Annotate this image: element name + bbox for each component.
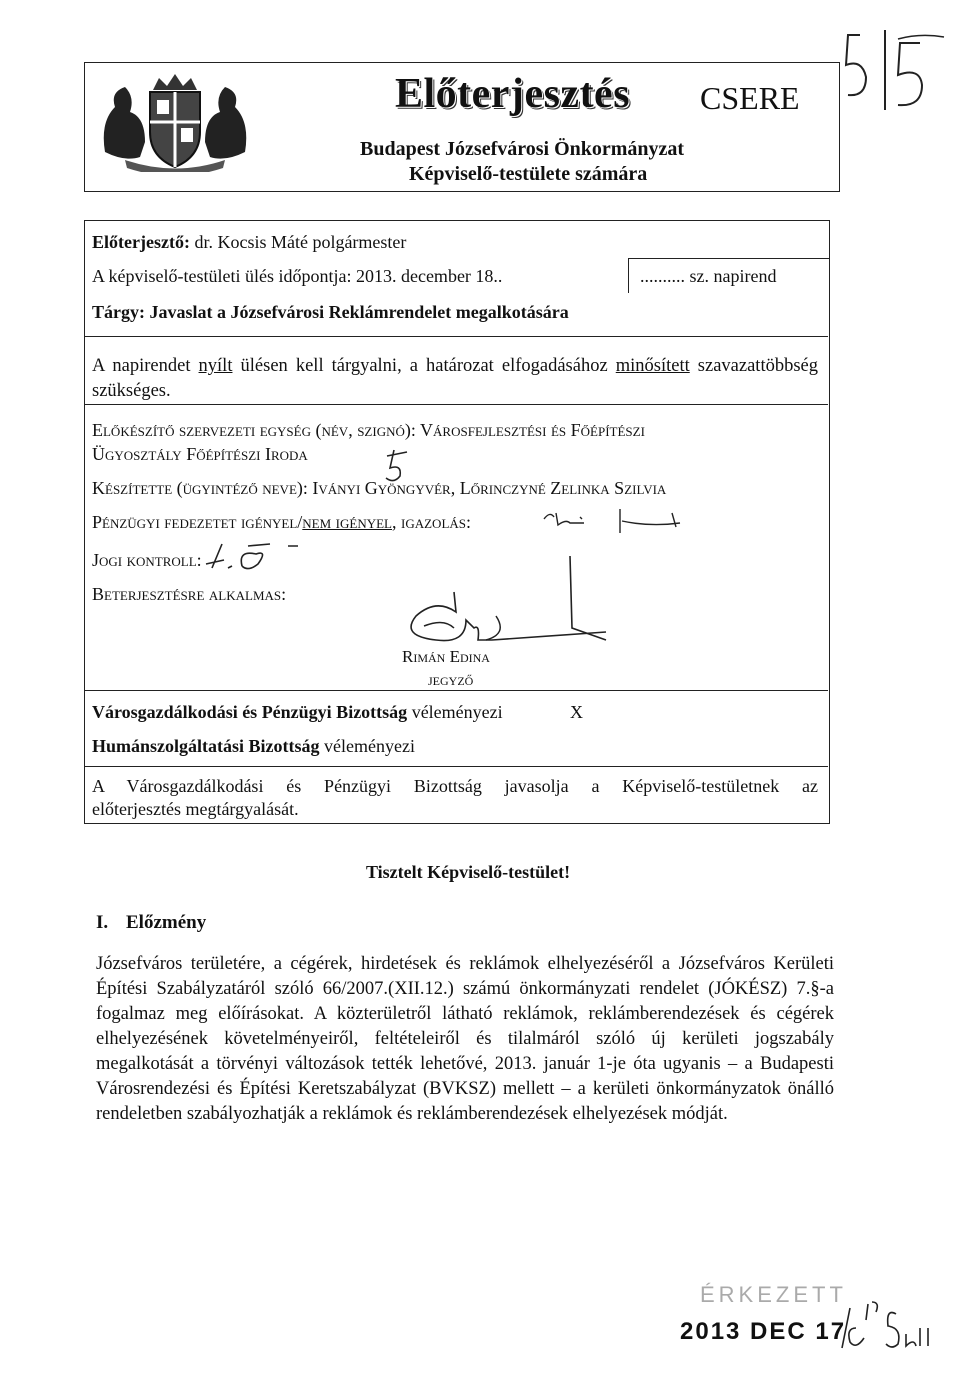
finance-underlined: nem igényel	[302, 512, 393, 532]
session-paragraph	[92, 354, 818, 404]
recommendation-line-1: A Városgazdálkodási és Pénzügyi Bizottság javasolja a Képviselő-testületnek az	[92, 776, 818, 796]
made-by-row	[92, 478, 666, 499]
made-by-value: Iványi Gyöngyvér, Lőrinczyné Zelinka Szilvia	[312, 478, 667, 498]
committee-1-name: Városgazdálkodási és Pénzügyi Bizottság	[92, 702, 408, 722]
committee-2-name: Humánszolgáltatási Bizottság	[92, 736, 320, 756]
submit-row	[92, 584, 286, 605]
session-text-1: A napirendet	[92, 356, 199, 376]
received-date: 2013 DEC 17	[680, 1318, 847, 1345]
committee-1-row	[92, 702, 503, 723]
greeting: Tisztelt Képviselő-testület!	[366, 862, 571, 882]
subject-row	[92, 302, 569, 323]
agenda-label: sz. napirend	[685, 266, 777, 286]
committee-1-mark: X	[570, 702, 583, 722]
signer-title: jegyző	[428, 670, 474, 689]
prep-unit-value-2: Ügyosztály Főépítészi Iroda	[92, 444, 308, 464]
body-paragraph: Józsefváros területére, a cégérek, hirdetések és reklámok elhelyezéséről a Józsefváros Kerületi Építési Szabályzatáról szóló 66/2007.(XII.12.) számú önkormányzati rendelet (JÓKÉSZ) 7.§-a fogalmaz meg előírásokat. A közterületről látható reklámok, reklámberendezések és cégérek elhelyezésének követelményeiről, feltételeiről és tilalmáról szóló új kerületi jogszabály megalkotását a törvényi változások tették lehetővé, 2013. január 1-je óta ugyanis – a Budapesti Városrendezési és Építési Keretszabályzat (BVKSZ) mellett – a kerületi önkormányzatok önálló rendeletben szabályozhatják a reklámok és reklámberendezések elhelyezések módját.	[96, 954, 834, 1124]
committee-2-row	[92, 736, 415, 757]
committee-1-suffix: véleményezi	[407, 702, 503, 722]
header-line-1: Budapest Józsefvárosi Önkormányzat	[360, 138, 685, 160]
signer-name: Rimán Edina	[402, 647, 490, 666]
finance-label: Pénzügyi fedezetet igényel/	[92, 512, 303, 532]
prep-unit-row-2	[92, 444, 308, 465]
received-stamp: ÉRKEZETT	[700, 1282, 847, 1307]
meeting-row	[92, 266, 502, 287]
legal-label: Jogi kontroll:	[92, 550, 202, 570]
prep-unit-row	[92, 420, 818, 441]
legal-signature	[198, 540, 308, 574]
divider	[84, 336, 828, 337]
finance-signature	[540, 505, 700, 535]
made-by-label: Készítette (ügyintéző neve):	[92, 478, 308, 498]
legal-row	[92, 550, 202, 571]
finance-row	[92, 512, 471, 533]
divider	[84, 690, 828, 691]
session-open: nyílt	[198, 356, 233, 376]
agenda-number	[640, 266, 776, 287]
header-line-2: Képviselő-testülete számára	[409, 163, 648, 185]
title-suffix: CSERE	[700, 80, 800, 116]
document-title: Előterjesztés	[395, 71, 631, 117]
section-number: I.	[96, 912, 109, 933]
divider	[84, 404, 828, 405]
session-text-2: ülésen kell tárgyalni, a határozat elfogadásához	[232, 356, 616, 376]
divider	[84, 766, 828, 767]
session-text-3: szavazattöbbség szükséges.	[92, 356, 818, 401]
handwritten-page-number	[840, 25, 950, 115]
prep-unit-label: Előkészítő szervezeti egység (név, szignó):	[92, 420, 416, 440]
committee-2-suffix: véleményezi	[319, 736, 415, 756]
presenter-value: dr. Kocsis Máté polgármester	[189, 232, 407, 252]
recommendation-line-2: előterjesztés megtárgyalását.	[92, 799, 299, 819]
subject-value: Javaslat a Józsefvárosi Reklámrendelet megalkotására	[145, 302, 569, 322]
subject-label: Tárgy:	[92, 302, 145, 322]
presenter-row	[92, 232, 406, 253]
meeting-value: 2013. december 18..	[351, 266, 503, 286]
coat-of-arms-logo	[95, 72, 255, 172]
prep-unit-value: Városfejlesztési és Főépítészi	[420, 420, 645, 440]
meeting-label: A képviselő-testületi ülés időpontja:	[92, 266, 352, 286]
finance-label-2: , igazolás:	[392, 512, 472, 532]
handwritten-note	[836, 1298, 946, 1358]
presenter-label: Előterjesztő:	[92, 232, 190, 252]
session-qualified: minősített	[615, 356, 690, 376]
section-title: Előzmény	[126, 912, 207, 933]
agenda-dots: ..........	[640, 266, 685, 286]
submit-label: Beterjesztésre alkalmas:	[92, 584, 287, 604]
